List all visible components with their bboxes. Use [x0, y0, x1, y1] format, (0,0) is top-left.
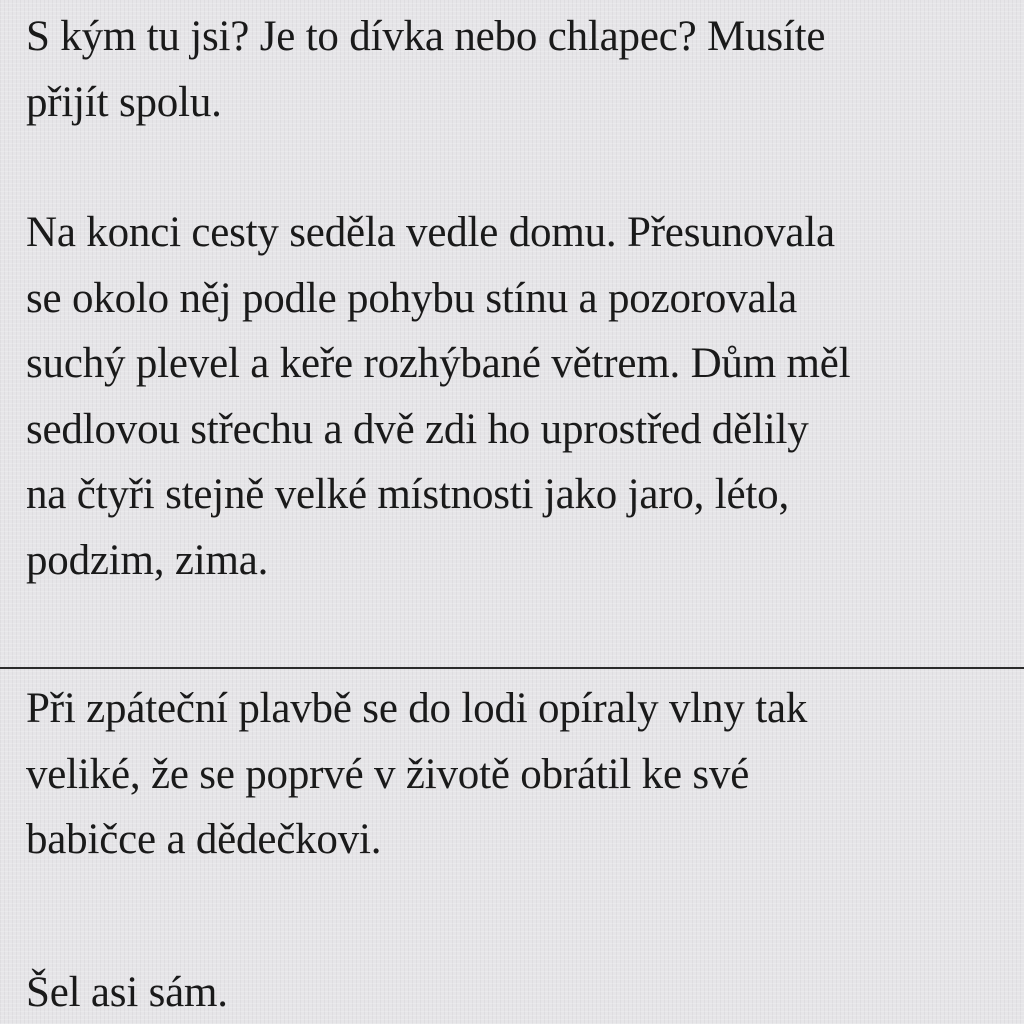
text-line: na čtyři stejně velké místnosti jako jaro, léto,	[26, 471, 790, 518]
text-paragraph	[26, 676, 807, 873]
text-line: Při zpáteční plavbě se do lodi opíraly vlny tak	[26, 685, 808, 732]
text-line: veliké, že se poprvé v životě obrátil ke své	[26, 750, 750, 798]
text-line: sedlovou střechu a dvě zdi ho uprostřed dělily	[26, 405, 809, 453]
text-paragraph	[26, 960, 228, 1024]
text-line: podzim, zima.	[26, 536, 269, 584]
text-line: suchý plevel a keře rozhýbané větrem. Dům měl	[26, 340, 851, 387]
text-line: se okolo něj podle pohybu stínu a pozorovala	[26, 274, 798, 322]
section-divider	[0, 667, 1024, 669]
text-paragraph	[26, 4, 825, 135]
text-line: S kým tu jsi? Je to dívka nebo chlapec? Musíte	[26, 13, 826, 60]
text-line: Šel asi sám.	[26, 969, 228, 1016]
text-line: přijít spolu.	[26, 78, 222, 126]
text-line: Na konci cesty seděla vedle domu. Přesunovala	[26, 209, 835, 256]
text-line: babičce a dědečkovi.	[26, 816, 382, 863]
text-paragraph	[26, 200, 850, 593]
